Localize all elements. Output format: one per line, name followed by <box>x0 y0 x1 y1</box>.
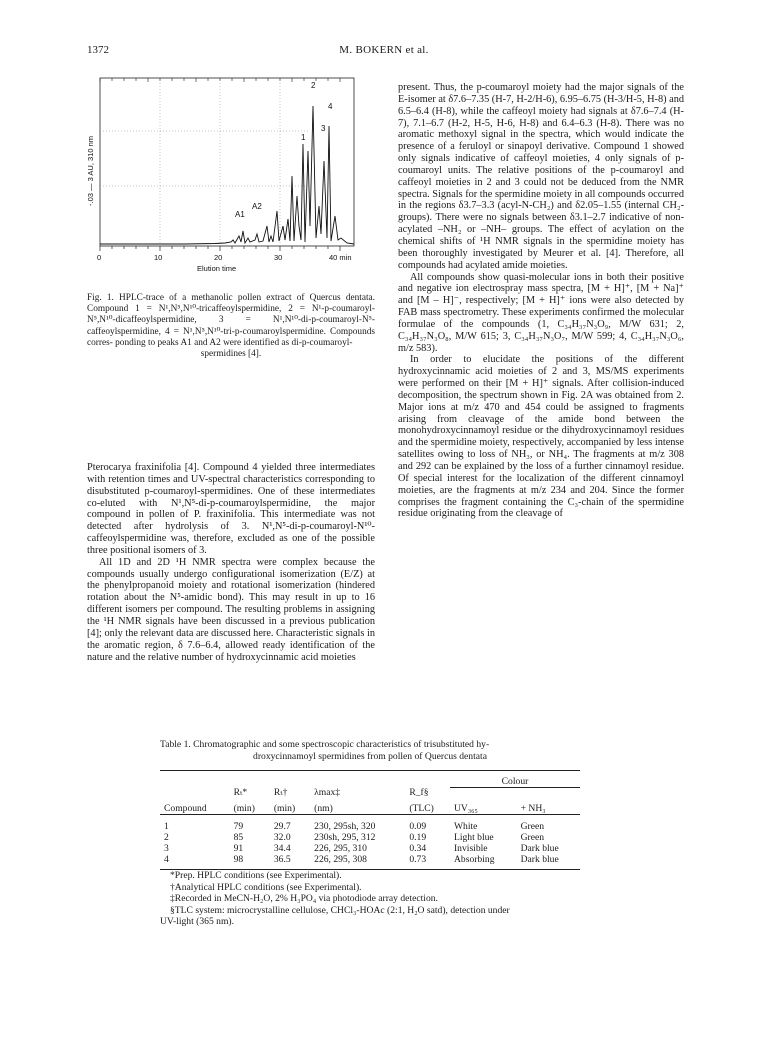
header-lmax: λmax‡ <box>314 787 341 798</box>
table-title-line: droxycinnamoyl spermidines from pollen of Quercus dentata <box>253 751 487 762</box>
paragraph: present. Thus, the p-coumaroyl moiety had the major signals of the E-isomer at δ7.6–7.35 (H-7, H-2/H-6), 6.95–6.75 (H-3/H-5, H-8) and 6.5–6.4 (H-8), while the caffeoyl moiety had signals at δ7.6–7.4 (H-7), 7.1–6.7 (H-2, H-5, H-6, H-8) and 6.4–6.3 (H-8). There was no aromatic methoxyl signal in the spectra, which would indicate the presence of a feruloyl or sinapoyl derivative. Compound 1 showed only signals indicative of caffeoyl moieties, 4 only signals of p-coumaroyl units. The relative positions of the p-coumaroyl and caffeoyl moieties in 2 and 3 could not be deduced from the NMR spectra. Signals for the spermidine moiety in all compounds occurred in the regions δ3.7–3.3 (acyl-N-CH₂) and δ2.05–1.55 (internal CH₂-groups). There were no signals between δ3.1–2.7 indicative of non-acylated –NH₂ or –NH– groups. The effect of acylation on the chemical shifts of ¹H NMR signals in the spermidine moiety has been thoroughly investigated by Meurer et al. [4]. Therefore, all compounds had acylated amide moieties. <box>398 82 684 271</box>
peak-label-2: 2 <box>311 81 316 90</box>
header-uv: UV₃₆₅ <box>453 803 478 814</box>
cell-rt2: 29.7 <box>273 821 291 832</box>
caption-line: Fig. 1. HPLC-trace of a methanolic pollen extract of Quercus <box>87 293 341 303</box>
cell-compound: 2 <box>164 832 169 843</box>
peak-label-a1: A1 <box>235 210 245 219</box>
page-number: 1372 <box>87 44 109 56</box>
footnote: §TLC system: microcrystalline cellulose, CHCl₃-HOAc (2:1, H₂O satd), detection under <box>170 904 510 916</box>
left-column-text <box>87 462 375 663</box>
cell-rt1: 85 <box>233 832 244 843</box>
table-footnotes <box>160 870 620 928</box>
cell-rf: 0.19 <box>409 832 427 843</box>
cell-nh3: Green <box>520 832 545 843</box>
header-rf: R_f§ <box>409 787 429 798</box>
caption-line: dentata. Compound 1 = N¹,N⁵,N¹⁰-tricaffeoylspermidine, <box>87 293 375 315</box>
running-head: M. BOKERN et al. <box>339 44 429 56</box>
x-tick-10: 10 <box>154 253 163 262</box>
cell-lmax: 230, 295sh, 320 <box>314 821 376 832</box>
header-compound: Compound <box>164 803 207 814</box>
paragraph: All compounds show quasi-molecular ions in both their positive and negative ion electrospray mass spectra, [M + H]⁺, [M + Na]⁺ and [M – H]⁻, respectively; [M + H]⁺ ions were also detected by FAB mass spectrometry. These experiments confirmed the molecular formulae of the compounds (1, C₃₄H₃₇N₃O₉, M/W 631; 2, C₃₄H₃₇N₃O₈, M/W 615; 3, C₃₄H₃₇N₃O₇, M/W 599; 4, C₃₄H₃₇N₃O₆, m/z 583). <box>398 271 684 354</box>
cell-rt1: 98 <box>233 854 244 865</box>
caption-line: 3 = N¹,N¹⁰-di-p-coumaroyl-N⁵-caffeoylspermidine, <box>87 315 375 337</box>
cell-lmax: 230sh, 295, 312 <box>314 832 376 843</box>
footnote: ‡Recorded in MeCN-H₂O, 2% H₃PO₄ via photodiode array detection. <box>170 893 438 905</box>
cell-uv: White <box>453 821 478 832</box>
cell-rt1: 79 <box>233 821 244 832</box>
paragraph: In order to elucidate the positions of the different hydroxycinnamic acid moieties of 2 and 3, MS/MS experiments were performed on their [M + H]⁺ signals. After collision-induced decomposition, the spectrum shown in Fig. 2A was obtained from 2. Major ions at m/z 470 and 454 could be assigned to fragments arising from cleavage of the amide bond between the monohydroxycinnamoyl residue or the dihydroxycinnamoyl residues and the spermidine moiety, respectively, accompanied by less intense satellites owing to loss of NH₃, or NH₄. The fragments at m/z 308 and 292 can be explained by the loss of a further cinnamoyl residue. Of special interest for the localization of the different cinnamoyl moieties, are the fragments at m/z 234 and 204. Since the former comprises the fragment containing the C₃-chain of the spermidine residue originating from the cleavage of <box>398 354 684 520</box>
peak-label-1: 1 <box>301 133 306 142</box>
cell-uv: Absorbing <box>453 854 495 865</box>
cell-lmax: 226, 295, 308 <box>314 854 367 865</box>
gridlines <box>100 80 310 244</box>
caption-line: ponding to peaks A1 and A2 were identified as di-p-coumaroyl- <box>115 337 353 348</box>
footnote: UV-light (365 nm). <box>160 916 234 928</box>
header-rt2: Rₜ† <box>273 787 288 798</box>
data-table <box>160 770 580 870</box>
table-title <box>160 739 610 763</box>
right-column-text <box>398 82 684 520</box>
cell-rt2: 32.0 <box>273 832 291 843</box>
cell-uv: Invisible <box>453 843 488 854</box>
chromatogram-trace <box>100 106 354 244</box>
cell-uv: Light blue <box>453 832 494 843</box>
table-row <box>160 832 580 843</box>
x-tick-20: 20 <box>214 253 223 262</box>
footnote: †Analytical HPLC conditions (see Experimental). <box>170 881 362 893</box>
cell-rt1: 91 <box>233 843 244 854</box>
x-axis-label: Elution time <box>197 264 237 273</box>
cell-compound: 4 <box>164 854 169 865</box>
header-colour: Colour <box>501 775 529 787</box>
x-axis-ticks <box>100 246 340 251</box>
caption-line: 2 = N¹-p-coumaroyl-N⁵,N¹⁰-dicaffeoylspermidine, <box>87 304 376 326</box>
y-axis-label: -.03 — 3 AU, 310 nm <box>86 135 95 206</box>
paragraph: Pterocarya fraxinifolia [4]. Compound 4 yielded three intermediates with retention times and UV-spectral characteristics corresponding to disubstituted p-coumaroyl-spermidines. One of these intermediates co-eluted with N¹,N⁵-di-p-coumaroylspermidine, the major compound in pollen of P. fraxinifolia. This intermediate was not detected after hydrolysis of 3. N¹,N⁵-di-p-coumaroyl-N¹⁰-caffeoylspermidine was, therefore, excluded as one of the possible three positional isomers of 3. <box>87 462 375 556</box>
cell-rf: 0.73 <box>409 854 427 865</box>
hplc-chart <box>85 66 375 280</box>
cell-compound: 3 <box>164 843 169 854</box>
cell-rf: 0.34 <box>409 843 427 854</box>
header-lmax-unit: (nm) <box>314 803 333 814</box>
table-title-line: Table 1. Chromatographic and some spectroscopic characteristics of trisubstituted hy- <box>160 739 490 750</box>
table-row <box>160 821 580 832</box>
cell-compound: 1 <box>164 821 169 832</box>
hplc-figure <box>85 66 375 280</box>
header-nh3: + NH₃ <box>520 803 546 814</box>
header-rt1: Rₜ* <box>233 787 248 798</box>
table-row <box>160 854 580 870</box>
cell-rt2: 34.4 <box>273 843 291 854</box>
peak-label-a2: A2 <box>252 202 262 211</box>
header-rt1-unit: (min) <box>233 803 255 814</box>
cell-rt2: 36.5 <box>273 854 291 865</box>
x-tick-40: 40 min <box>329 253 352 262</box>
caption-line: 4 = N¹,N⁵,N¹⁰-tri-p-coumaroylspermidine. Compounds corres- <box>87 326 375 348</box>
caption-line: spermidines [4]. <box>200 349 262 360</box>
header-rf-unit: (TLC) <box>409 803 434 814</box>
peak-label-3: 3 <box>321 124 326 133</box>
table-row <box>160 843 580 854</box>
peak-label-4: 4 <box>328 102 333 111</box>
header-rt2-unit: (min) <box>273 803 296 814</box>
figure-caption <box>87 293 375 360</box>
cell-nh3: Dark blue <box>520 854 559 865</box>
paragraph: All 1D and 2D ¹H NMR spectra were complex because the compounds usually undergo configurational isomerization (E/Z) at the phenylpropanoid moiety and rotational isomerization (hindered rotation about the N⁵-amidic bond). This may result in up to 16 different isomers per compound. The resulting problems in assigning the ¹H NMR signals have been discussed in a previous publication [4]; only the relevant data are discussed here. Characteristic signals in the aromatic region, δ 7.6–6.4, allowed ready identification of the nature and the relative number of hydroxycinnamic acid moieties <box>87 556 375 663</box>
x-tick-30: 30 <box>274 253 283 262</box>
cell-nh3: Green <box>520 821 545 832</box>
cell-rf: 0.09 <box>409 821 427 832</box>
cell-lmax: 226, 295, 310 <box>314 843 367 854</box>
x-tick-0: 0 <box>97 253 102 262</box>
footnote: *Prep. HPLC conditions (see Experimental). <box>170 870 342 881</box>
table-1 <box>160 770 580 870</box>
cell-nh3: Dark blue <box>520 843 559 854</box>
